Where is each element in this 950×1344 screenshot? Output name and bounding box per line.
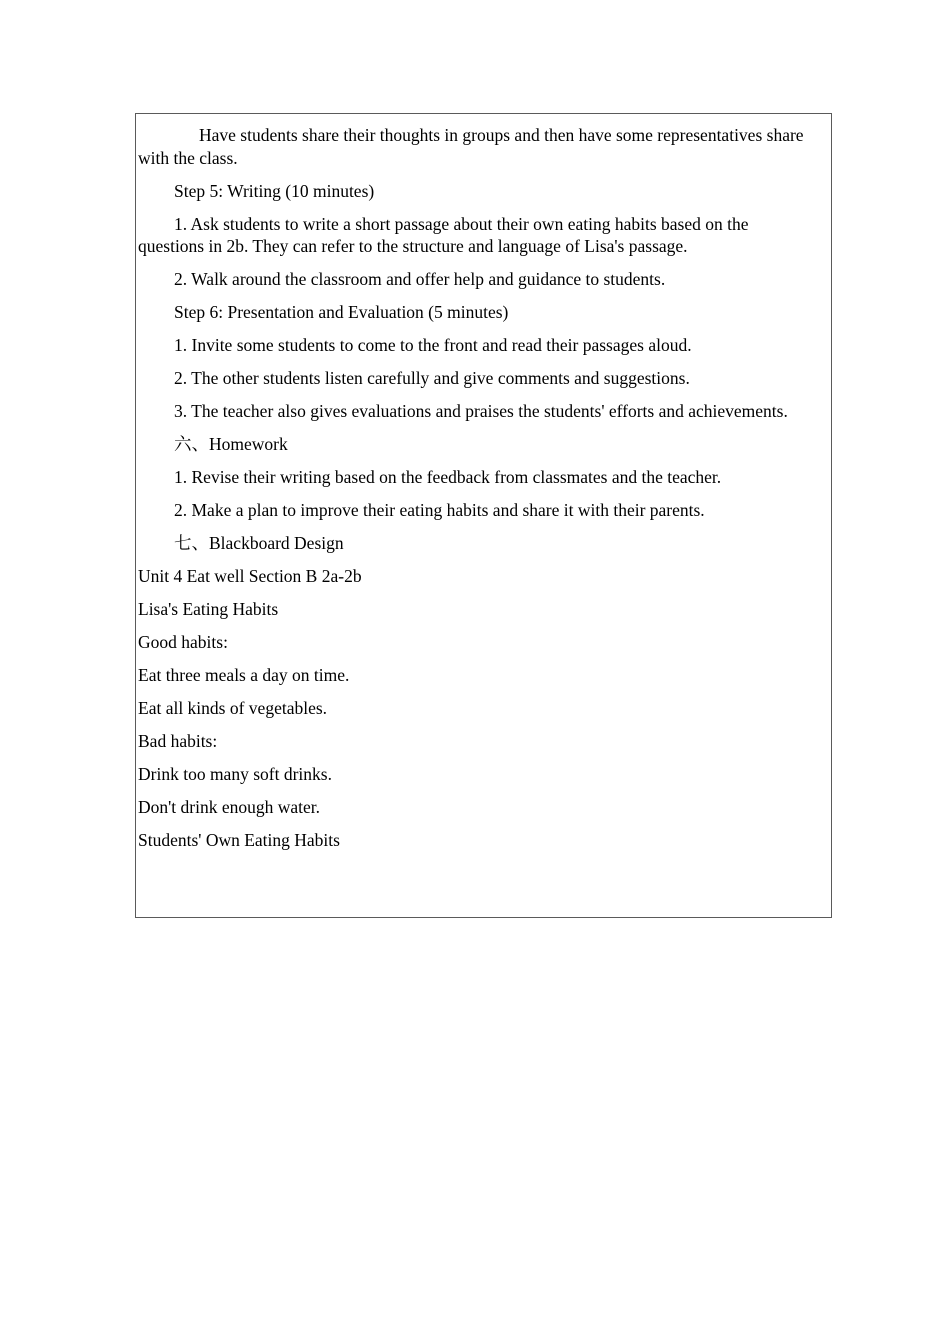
document-content-box [135,113,832,918]
intro-share: Have students share their thoughts in groups and then have some representatives share with the class. [138,125,804,168]
bad-habit-1: Drink too many soft drinks. [138,764,332,784]
step5-heading: Step 5: Writing (10 minutes) [174,180,375,201]
step6-heading: Step 6: Presentation and Evaluation (5 minutes) [174,302,509,322]
section-six-homework: 六、Homework [174,434,288,454]
lisas-eating-habits: Lisa's Eating Habits [138,599,279,619]
good-habit-1: Eat three meals a day on time. [138,665,350,685]
homework-item-1: 1. Revise their writing based on the feedback from classmates and the teacher. [174,467,722,487]
step6-item-3: 3. The teacher also gives evaluations and praises the students' efforts and achievements. [174,401,788,421]
bad-habit-2: Don't drink enough water. [138,797,321,817]
step5-item-1: 1. Ask students to write a short passage about their own eating habits based on the questions in 2b. They can refer to the structure and language of Lisa's passage. [138,213,749,256]
good-habit-2: Eat all kinds of vegetables. [138,698,328,718]
homework-item-2: 2. Make a plan to improve their eating habits and share it with their parents. [174,500,705,520]
document-body [136,114,831,852]
step5-item-2: 2. Walk around the classroom and offer help and guidance to students. [174,269,666,289]
section-seven-blackboard: 七、Blackboard Design [174,533,344,553]
bad-habits-label: Bad habits: [138,731,218,751]
good-habits-label: Good habits: [138,632,228,652]
blackboard-title: Unit 4 Eat well Section B 2a-2b [138,566,362,586]
students-own-eating-habits: Students' Own Eating Habits [138,830,340,850]
step6-item-1: 1. Invite some students to come to the front and read their passages aloud. [174,335,692,355]
step6-item-2: 2. The other students listen carefully and give comments and suggestions. [174,368,690,388]
